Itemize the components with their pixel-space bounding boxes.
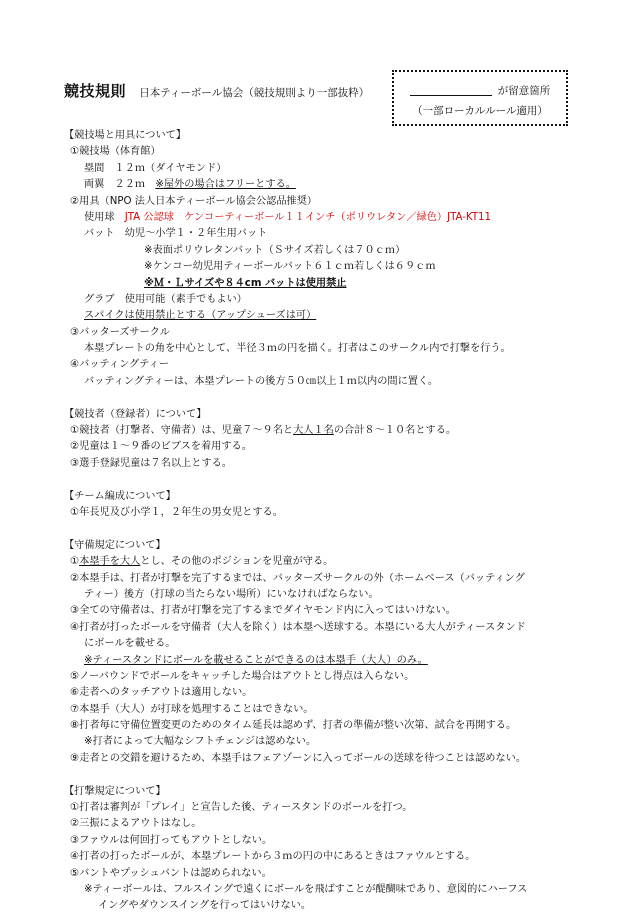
rule-line — [64, 308, 604, 324]
rule-line: にボールを載せる。 — [84, 638, 176, 650]
rule-line: イングやダウンスイングを行ってはいけない。 — [98, 900, 312, 912]
rule-line — [64, 554, 604, 570]
rule-note: ※屋外の場合はフリーとする。 — [155, 179, 296, 191]
rule-note: 本塁手を大人 — [79, 556, 141, 568]
rule-line: ②児童は１～９番のビブスを着用する。 — [70, 441, 252, 453]
rule-line: バッティングティーは、本塁プレートの後方５０㎝以上１ｍ以内の間に置く。 — [84, 375, 439, 387]
spacer — [64, 390, 604, 406]
title-row — [64, 80, 369, 101]
rule-line: ④打者の打ったボールが、本塁プレートから３ｍの円の中にあるときはファウルとする。 — [70, 851, 476, 863]
rule-text: とし、その他のポジションを児童が守る。 — [140, 556, 334, 568]
notice-suffix: が留意箇所 — [497, 85, 551, 97]
section-heading: 【競技場と用具について】 — [64, 130, 187, 141]
page-subtitle: 日本ティーボール協会（競技規則より一部抜粋） — [139, 87, 370, 99]
rule-text: 両翼 ２２ｍ — [84, 179, 146, 191]
rule-line: ⑧打者毎に守備位置変更のためのタイム延長は認めず、打者の準備が整い次第、試合を再開する。 — [70, 720, 517, 732]
rule-note: ※ティースタンドにボールを載せることができるのは本塁手（大人）のみ。 — [84, 654, 428, 666]
rule-line: ※表面ポリウレタンバット（Ｓサイズ若しくは７０ｃｍ） — [144, 244, 406, 256]
rule-line: 本塁プレートの角を中心として、半径３ｍの円を描く。打者はこのサークル内で打撃を行う。 — [84, 343, 511, 355]
section-heading: 【チーム編成について】 — [64, 490, 176, 502]
rule-text: の合計８～１０名とする。 — [333, 425, 457, 437]
rule-line: ※ティーボールは、フルスイングで遠くにボールを飛ばすことが醍醐味であり、意図的にハーフス — [84, 883, 528, 895]
rule-note: 大人１名 — [293, 425, 334, 437]
notice-box — [392, 70, 568, 126]
rule-line — [64, 276, 604, 292]
rule-line: ④バッティングティー — [70, 359, 169, 371]
rule-line: グラブ 使用可能（素手でもよい） — [84, 293, 247, 305]
ball-spec: JTA 公認球 ケンコーティーボール１１インチ（ポリウレタン／緑色）JTA-KT11 — [124, 211, 492, 223]
rule-line: ①打者は審判が「プレイ」と宣告した後、ティースタンドのボールを打つ。 — [70, 802, 413, 814]
rule-line: ⑦本塁手（大人）が打球を処理することはできない。 — [70, 703, 314, 715]
rule-line: ※ケンコー幼児用ティーボールバット６１ｃｍ若しくは６９ｃｍ — [144, 261, 436, 273]
spacer — [64, 521, 604, 537]
notice-sub: （一部ローカルルール適用） — [412, 105, 548, 117]
notice-line — [394, 83, 566, 98]
rule-note: ※Ｍ・Ｌサイズや８４cm バットは使用禁止 — [144, 277, 347, 289]
rule-line — [64, 177, 604, 193]
rule-text: ①競技者（打撃者、守備者）は、児童７～９名と — [70, 425, 294, 437]
rule-line: ③選手登録児童は７名以上とする。 — [70, 457, 232, 469]
rule-note: スパイクは使用禁止とする（アップシューズは可） — [84, 310, 317, 322]
rule-line — [64, 423, 604, 439]
rule-line: ②用具（NPO 法人日本ティーボール協会公認品推奨） — [70, 195, 318, 207]
spacer — [64, 767, 604, 783]
rule-line: ④打者が打ったボールを守備者（大人を除く）は本塁へ送球する。本塁にいる大人がティースタンド — [70, 621, 526, 633]
rule-line: ①年長児及び小学１，２年生の男女児とする。 — [70, 506, 283, 518]
section-heading: 【競技者（登録者）について】 — [64, 408, 207, 420]
rule-text: ① — [70, 556, 80, 568]
underline-sample — [410, 95, 492, 96]
rule-line: ②本塁手は、打者が打撃を完了するまでは、バッターズサークルの外（ホームベース（バッティング — [70, 572, 525, 584]
rule-line: ②三振によるアウトはなし。 — [70, 818, 202, 830]
rule-line: ③バッターズサークル — [70, 326, 170, 338]
rule-line: 塁間 １２ｍ（ダイヤモンド） — [84, 162, 227, 174]
rule-line: ティー）後方（打球の当たらない場所）にいなければならない。 — [84, 588, 379, 600]
rule-line — [64, 210, 604, 226]
rule-line: ①競技場（体育館） — [70, 146, 161, 158]
rule-line: ⑨走者との交錯を避けるため、本塁手はフェアゾーンに入ってボールの送球を待つことは認めない。 — [70, 752, 527, 764]
rule-line: ※打者によって大幅なシフトチェンジは認めない。 — [84, 736, 317, 748]
section-heading: 【守備規定について】 — [64, 539, 166, 551]
rule-line: ⑤バントやプッシュバントは認められない。 — [70, 867, 272, 879]
page-title: 競技規則 — [64, 82, 127, 100]
rules-body — [64, 128, 604, 915]
rule-line: ⑤ノーバウンドでボールをキャッチした場合はアウトとし得点は入らない。 — [70, 670, 415, 682]
rule-line: バット 幼児～小学１・２年生用バット — [84, 228, 268, 240]
rule-line: ③全ての守備者は、打者が打撃を完了するまでダイヤモンド内に入ってはいけない。 — [70, 605, 456, 617]
rule-text: 使用球 — [84, 211, 115, 223]
rule-line: ③ファウルは何回打ってもアウトとしない。 — [70, 834, 273, 846]
spacer — [64, 472, 604, 488]
section-heading: 【打撃規定について】 — [64, 785, 166, 797]
rule-line: ⑥走者へのタッチアウトは適用しない。 — [70, 687, 253, 699]
rule-line — [64, 653, 604, 669]
